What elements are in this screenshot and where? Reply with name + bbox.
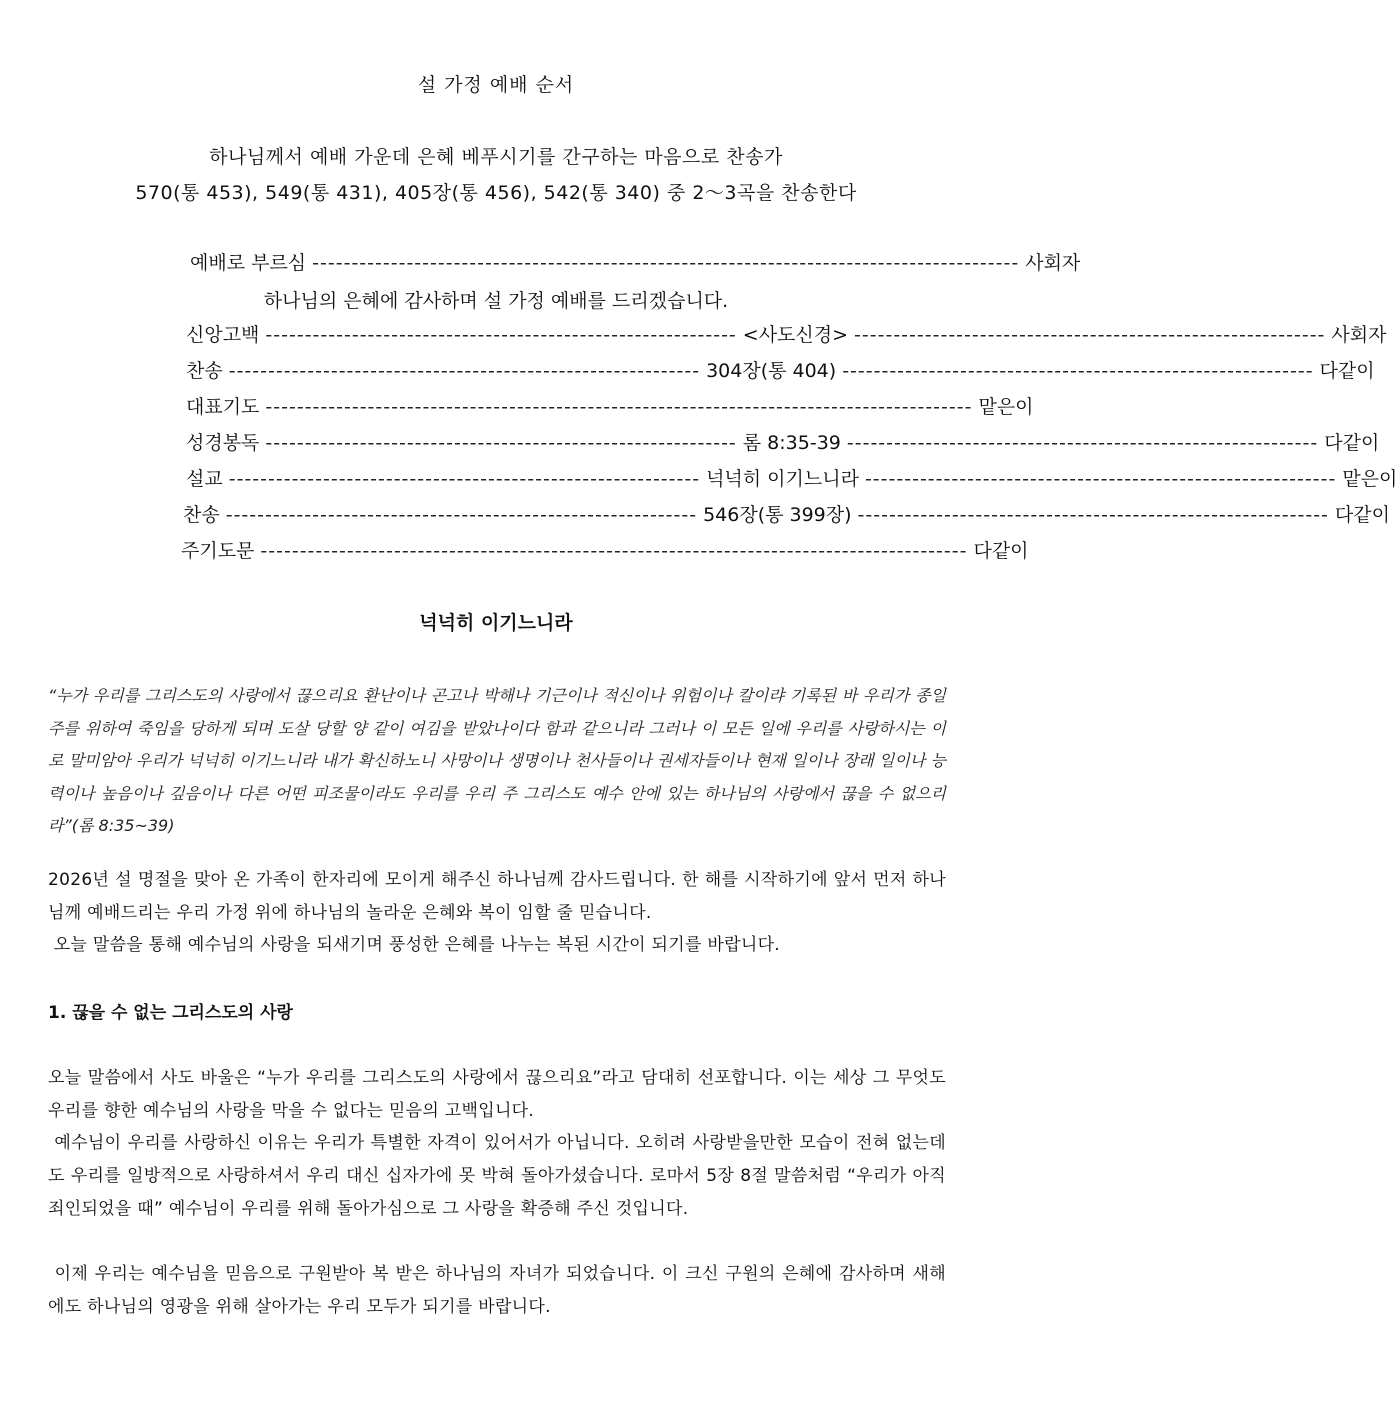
section-paragraph-2: 예수님이 우리를 사랑하신 이유는 우리가 특별한 자격이 있어서가 아닙니다. 오히려 사랑받을만한 모습이 전혀 없는데도 우리를 일방적으로 사랑하셔서 우리 대신 십자가에 못 박혀 돌아가셨습니다. 로마서 5장 8절 말씀처럼 “우리가 아직 죄인되었을 때” 예수님이 우리를 위해 돌아가심으로 그 사랑을 확증해 주신 것입니다. [48,1133,952,1219]
order-label: 설교 [186,468,223,490]
order-label: 주기도문 [181,540,255,562]
intro-line-1: 하나님께서 예배 가운데 은혜 베푸시기를 간구하는 마음으로 찬송가 [209,146,783,168]
dashed-leader: ------------------------------------------------------------ [225,504,698,526]
sermon-title: 넉넉히 이기느니라 [419,612,573,634]
opening-paragraph-2: 오늘 말씀을 통해 예수님의 사랑을 되새기며 풍성한 은혜를 나누는 복된 시간이 되기를 바랍니다. [48,935,781,955]
order-role: 맡은이 [978,396,1034,418]
order-detail: 넉넉히 이기느니라 [706,468,859,490]
order-row-reading [186,428,1380,456]
dashed-leader: ------------------------------------------------------------ [842,360,1314,382]
order-label: 예배로 부르심 [190,252,307,274]
scripture-quote: “누가 우리를 그리스도의 사랑에서 끊으리요 환난이나 곤고나 박해나 기근이나 적신이나 위험이나 칼이랴 기록된 바 우리가 종일 주를 위하여 죽임을 당하게 되며 도살 당할 양 같이 여김을 받았나이다 함과 같으니라 그러나 이 모든 일에 우리를 사랑하시는 이로 말미암아 우리가 넉넉히 이기느니라 내가 확신하노니 사망이나 생명이나 천사들이나 권세자들이나 현재 일이나 장래 일이나 능력이나 높음이나 깊음이나 다른 어떤 피조물이라도 우리를 우리 주 그리스도 예수 안에 있는 하나님의 사랑에서 끊을 수 없으리라”(롬 8:35~39) [48,686,946,835]
order-row-prayer [186,392,1034,420]
order-label: 대표기도 [186,396,260,418]
order-row-hymn-1 [186,356,1375,384]
order-label: 성경봉독 [186,432,260,454]
dashed-leader: ------------------------------------------------------------------------------------------ [260,540,968,562]
order-row-lords-prayer [181,536,1029,564]
order-row-hymn-2 [183,500,1390,528]
order-row-call [190,248,1081,276]
section-heading: 1. 끊을 수 없는 그리스도의 사랑 [48,1003,293,1023]
order-role: 사회자 [1025,252,1081,274]
order-label: 신앙고백 [186,324,260,346]
order-role: 다같이 [1319,360,1375,382]
order-row-sermon [186,464,1397,492]
dashed-leader: ------------------------------------------------------------ [864,468,1337,490]
dashed-leader: ------------------------------------------------------------ [265,432,737,454]
call-note: 하나님의 은혜에 감사하며 설 가정 예배를 드리겠습니다. [263,290,729,312]
order-label: 찬송 [186,360,223,382]
order-detail: 546장(통 399장) [703,504,852,526]
order-role: 맡은이 [1342,468,1397,490]
order-detail: <사도신경> [742,324,849,346]
dashed-leader: ------------------------------------------------------------------------------------------ [312,252,1020,274]
dashed-leader: ------------------------------------------------------------ [846,432,1319,454]
dashed-leader: ------------------------------------------------------------ [265,324,737,346]
order-role: 다같이 [1334,504,1390,526]
dashed-leader: ------------------------------------------------------------ [228,360,701,382]
dashed-leader: ------------------------------------------------------------ [854,324,1326,346]
section-paragraph-1: 오늘 말씀에서 사도 바울은 “누가 우리를 그리스도의 사랑에서 끊으리요”라고 담대히 선포합니다. 이는 세상 그 무엇도 우리를 향한 예수님의 사랑을 막을 수 없다는 믿음의 고백입니다. [48,1068,946,1121]
order-row-creed [186,320,1387,348]
dashed-leader: ------------------------------------------------------------------------------------------ [265,396,973,418]
order-label: 찬송 [183,504,220,526]
order-role: 다같이 [973,540,1029,562]
intro-line-2: 570(통 453), 549(통 431), 405장(통 456), 542(통 340) 중 2～3곡을 찬송한다 [135,182,857,204]
opening-paragraph-1: 2026년 설 명절을 맞아 온 가족이 한자리에 모이게 해주신 하나님께 감사드립니다. 한 해를 시작하기에 앞서 먼저 하나님께 예배드리는 우리 가정 위에 하나님의 놀라운 은혜와 복이 임할 줄 믿습니다. [48,870,946,923]
section-paragraph-3: 이제 우리는 예수님을 믿음으로 구원받아 복 받은 하나님의 자녀가 되었습니다. 이 크신 구원의 은혜에 감사하며 새해에도 하나님의 영광을 위해 살아가는 우리 모두가 되기를 바랍니다. [48,1264,946,1317]
dashed-leader: ------------------------------------------------------------ [857,504,1329,526]
dashed-leader: ------------------------------------------------------------ [228,468,701,490]
order-detail: 롬 8:35-39 [742,432,841,454]
page-title: 설 가정 예배 순서 [417,74,575,96]
order-detail: 304장(통 404) [706,360,837,382]
order-role: 다같이 [1324,432,1380,454]
order-role: 사회자 [1331,324,1387,346]
